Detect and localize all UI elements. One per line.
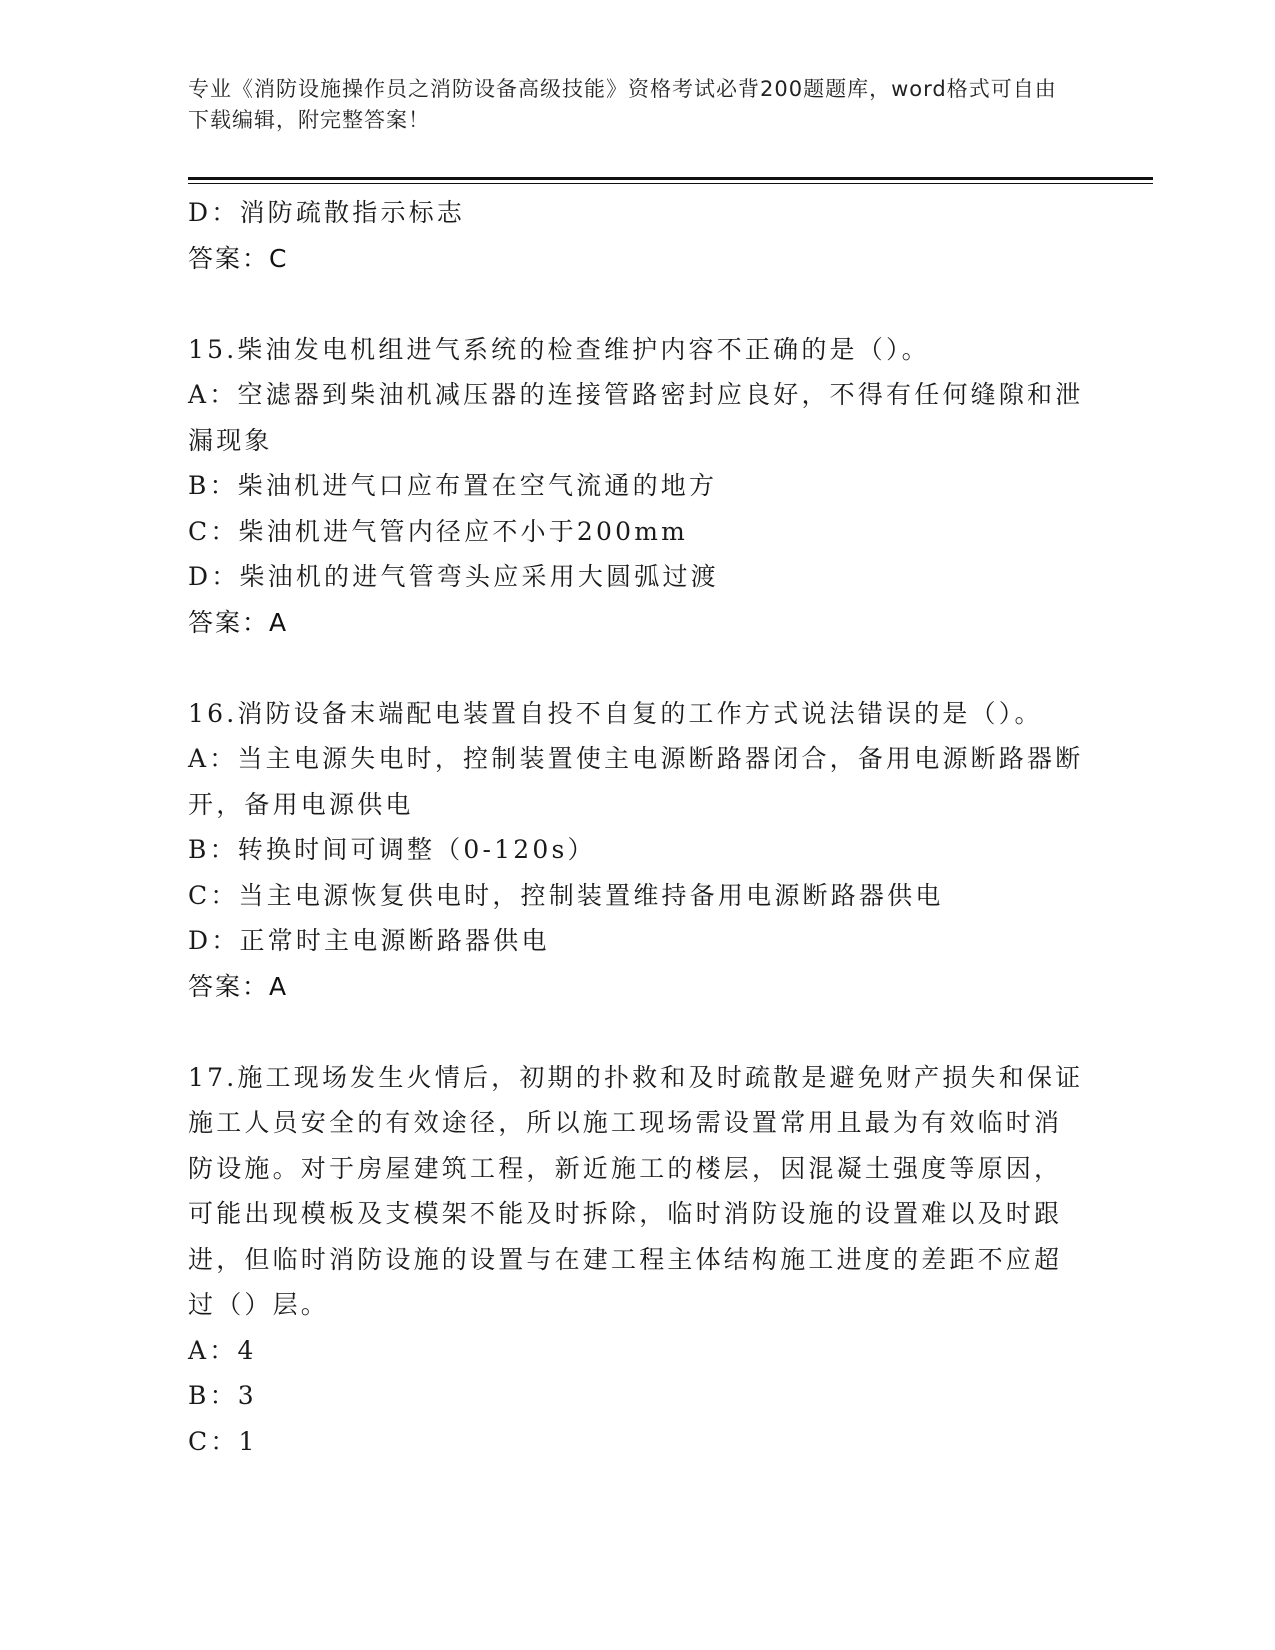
option-b: B：3 [188,1381,257,1410]
option-b: B：柴油机进气口应布置在空气流通的地方 [188,471,718,500]
question-content [188,190,1088,1464]
question-stem: 17.施工现场发生火情后，初期的扑救和及时疏散是避免财产损失和保证施工人员安全的有效途径，所以施工现场需设置常用且最为有效临时消防设施。对于房屋建筑工程，新近施工的楼层，因混凝土强度等原因，可能出现模板及支模架不能及时拆除，临时消防设施的设置难以及时跟进，但临时消防设施的设置与在建工程主体结构施工进度的差距不应超过（）层。 [188,1062,1084,1319]
option-c: C：当主电源恢复供电时，控制装置维持备用电源断路器供电 [188,880,944,910]
prev-answer: 答案：C [188,243,289,273]
question-15 [188,327,1088,646]
question-16 [188,691,1088,1010]
header-divider-thick [188,177,1153,180]
option-d: D：正常时主电源断路器供电 [188,926,550,955]
option-a: A：4 [188,1335,257,1365]
spacer [188,1009,1088,1055]
spacer [188,645,1088,691]
option-d: D：柴油机的进气管弯头应采用大圆弧过渡 [188,562,719,591]
question-stem: 16.消防设备末端配电装置自投不自复的工作方式说法错误的是（）。 [188,698,1043,728]
option-c: C：1 [188,1426,258,1456]
document-header: 专业《消防设施操作员之消防设备高级技能》资格考试必背200题题库，word格式可自由下载编辑，附完整答案！ [188,77,1057,132]
option-b: B：转换时间可调整（0-120s） [188,835,596,864]
answer: 答案：A [188,607,289,637]
answer: 答案：A [188,971,289,1001]
header-divider-thin [188,183,1153,184]
question-stem: 15.柴油发电机组进气系统的检查维护内容不正确的是（）。 [188,334,930,364]
prev-option-d: D：消防疏散指示标志 [188,198,466,227]
option-a: A：空滤器到柴油机减压器的连接管路密封应良好，不得有任何缝隙和泄漏现象 [188,380,1084,455]
option-c: C：柴油机进气管内径应不小于200mm [188,516,689,546]
question-17 [188,1055,1088,1465]
option-a: A：当主电源失电时，控制装置使主电源断路器闭合，备用电源断路器断开，备用电源供电 [188,744,1084,819]
spacer [188,281,1088,327]
